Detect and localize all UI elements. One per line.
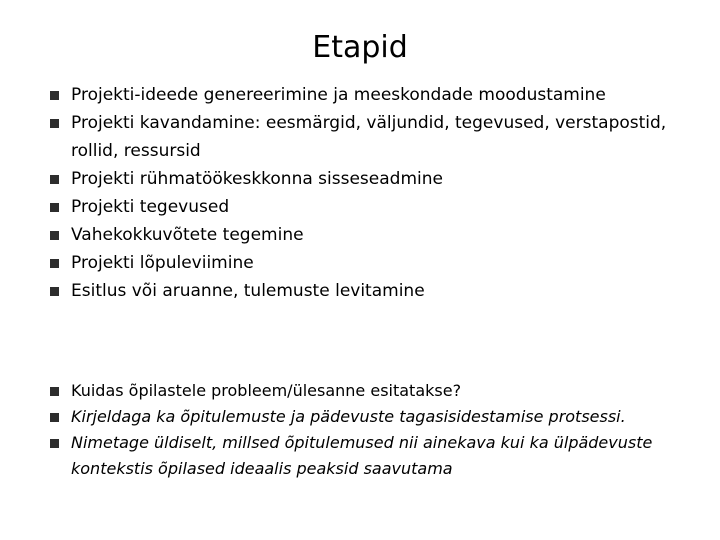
square-bullet-icon	[50, 231, 59, 240]
list-item-text: Projekti-ideede genereerimine ja meeskondade moodustamine	[71, 85, 606, 105]
square-bullet-icon	[50, 91, 59, 100]
list-item-text: Projekti kavandamine: eesmärgid, väljundid, tegevused, verstapostid, rollid, ressursid	[71, 113, 667, 161]
list-item	[50, 404, 690, 430]
list-item	[50, 430, 690, 482]
list-item-text: Kuidas õpilastele probleem/ülesanne esitatakse?	[71, 381, 462, 400]
list-item-text: Kirjeldaga ka õpitulemuste ja pädevuste tagasisidestamise protsessi.	[71, 407, 626, 426]
list-item	[50, 249, 690, 277]
list-item	[50, 165, 690, 193]
list-item-text: Projekti rühmatöökeskkonna sisseseadmine	[71, 169, 443, 189]
list-item	[50, 277, 690, 305]
stages-list	[50, 81, 690, 305]
square-bullet-icon	[50, 413, 59, 422]
square-bullet-icon	[50, 287, 59, 296]
list-item-text: Nimetage üldiselt, millsed õpitulemused nii ainekava kui ka ülpädevuste kontekstis õpilased ideaalis peaksid saavutama	[71, 433, 653, 478]
list-item-text: Projekti lõpuleviimine	[71, 253, 254, 273]
list-item-text: Esitlus või aruanne, tulemuste levitamine	[71, 281, 425, 301]
list-item	[50, 193, 690, 221]
slide-title: Etapid	[312, 30, 408, 65]
square-bullet-icon	[50, 119, 59, 128]
square-bullet-icon	[50, 387, 59, 396]
questions-list	[50, 378, 690, 482]
square-bullet-icon	[50, 439, 59, 448]
square-bullet-icon	[50, 259, 59, 268]
list-item	[50, 109, 690, 165]
square-bullet-icon	[50, 203, 59, 212]
list-item	[50, 81, 690, 109]
list-item	[50, 378, 690, 404]
list-item-text: Vahekokkuvõtete tegemine	[71, 225, 304, 245]
list-item-text: Projekti tegevused	[71, 197, 230, 217]
square-bullet-icon	[50, 175, 59, 184]
list-item	[50, 221, 690, 249]
